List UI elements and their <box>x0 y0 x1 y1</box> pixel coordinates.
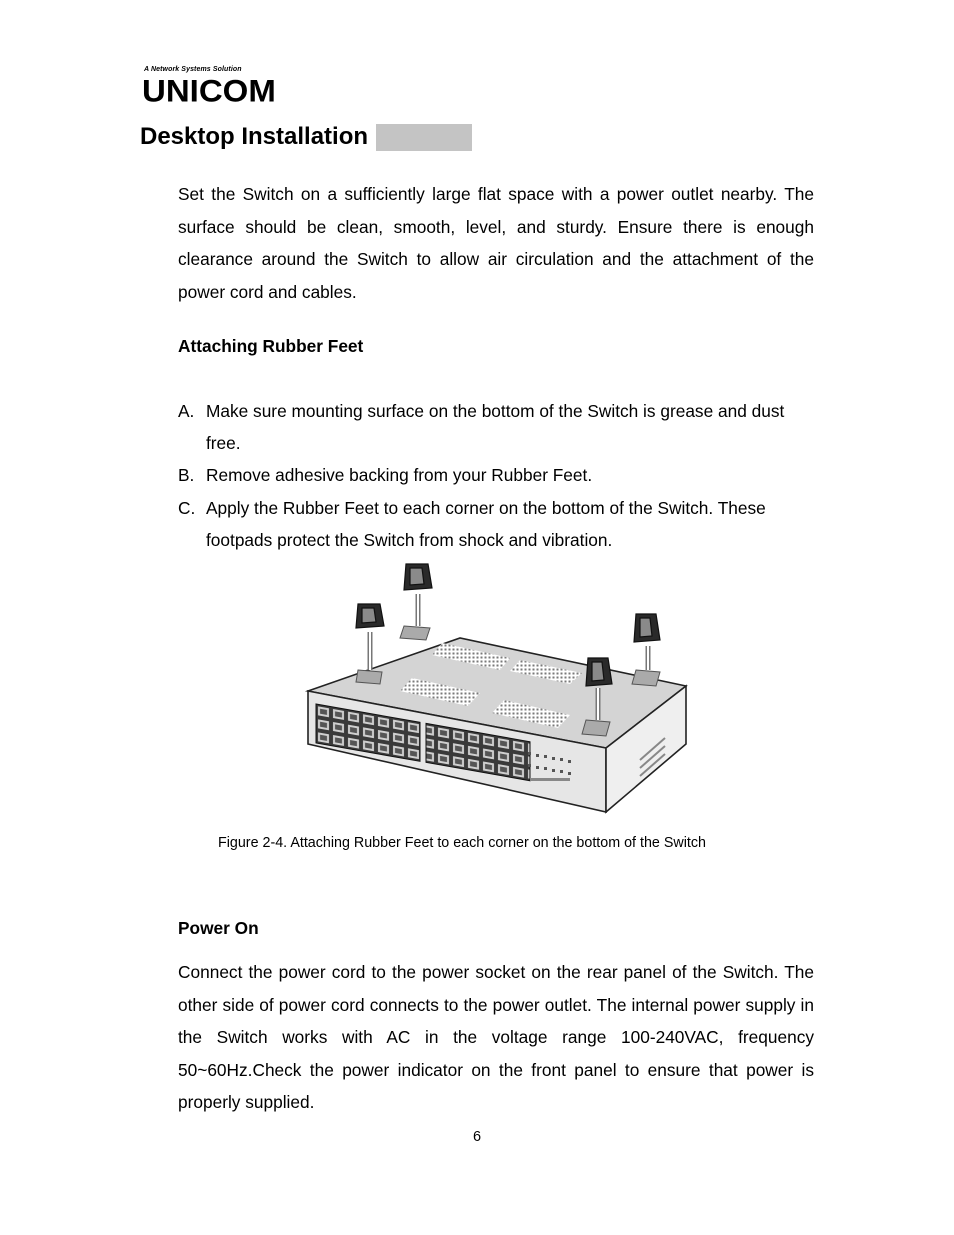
list-text: Apply the Rubber Feet to each corner on the bottom of the Switch. These footpads protect the Switch from shock and vibration. <box>206 497 766 550</box>
power-on-paragraph: Connect the power cord to the power socket on the rear panel of the Switch. The other side of power cord connects to the power outlet. The internal power supply in the Switch works with AC in the voltage range 100-240VAC, frequency 50~60Hz.Check the power indicator on the front panel to ensure that power is properly supplied. <box>178 962 814 1112</box>
list-item <box>178 492 818 556</box>
list-text: Make sure mounting surface on the bottom of the Switch is grease and dust free. <box>206 401 785 454</box>
foot-pad-marker <box>582 720 610 736</box>
list-marker: A. <box>178 401 195 421</box>
list-text: Remove adhesive backing from your Rubber Feet. <box>206 465 593 486</box>
rubber-foot <box>634 614 660 642</box>
rubber-foot <box>586 658 612 686</box>
rubber-foot <box>356 604 384 628</box>
foot-pad-marker <box>632 670 660 686</box>
foot-pad-marker <box>400 626 430 640</box>
rubber-feet-heading: Attaching Rubber Feet <box>178 336 364 356</box>
rubber-foot <box>404 564 432 590</box>
intro-paragraph: Set the Switch on a sufficiently large flat space with a power outlet nearby. The surface should be clean, smooth, level, and sturdy. Ensure there is enough clearance around the Switch to allow air circulation and the attachment of the power cord and cables. <box>178 184 814 302</box>
list-item <box>178 395 818 459</box>
list-marker: B. <box>178 465 195 486</box>
page-title: Desktop Installation <box>140 123 369 150</box>
figure-caption: Figure 2-4. Attaching Rubber Feet to each corner on the bottom of the Switch <box>218 835 706 851</box>
title-highlight-bar <box>376 124 472 151</box>
page-number: 6 <box>472 1129 482 1145</box>
rubber-feet-steps <box>178 395 818 556</box>
logo-tagline: A Network Systems Solution <box>144 66 242 73</box>
section-title-row <box>140 121 472 153</box>
list-marker: C. <box>178 497 196 518</box>
power-on-heading: Power On <box>178 918 259 938</box>
unicom-logo <box>140 66 290 109</box>
foot-pad-marker <box>356 670 382 684</box>
switch-rubber-feet-illustration <box>300 560 692 816</box>
list-item <box>178 459 818 491</box>
logo-wordmark: UNICOM <box>142 72 276 109</box>
